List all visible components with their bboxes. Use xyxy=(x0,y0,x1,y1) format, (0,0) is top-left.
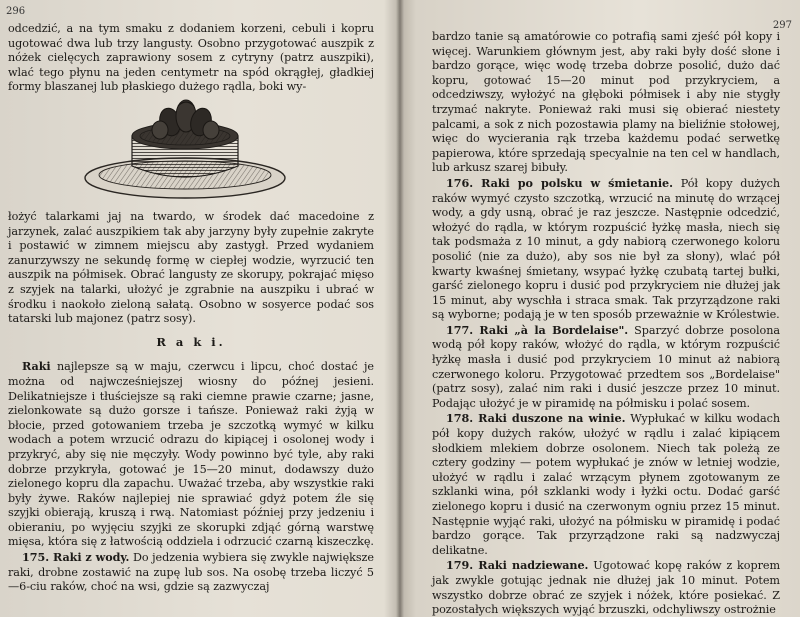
recipe-178 xyxy=(432,411,780,558)
left-text-top xyxy=(8,22,374,95)
raki-lead-word: Raki xyxy=(22,359,51,374)
left-paragraph-continued: łożyć talarkami jaj na twardo, w środek dać macedoine z jarzynek, zalać auszpikiem tak aby jarzyny były zupełnie zakryte i postawić w zimnem miejscu aby zastygł. Przed wydaniem zanurzywszy ne sekundę formę w ciepłej wodzie, wyrzucić ten auszpik na półmisek. Obrać langusty ze skorupy, pokrajać mięso z szyjek na talarki, ułożyć je zgrabnie na auszpiku i ubrać w środku i naokoło zieloną sałatą. Osobno w sosyerce podać sos tatarski lub majonez (patrz sosy). xyxy=(8,210,374,326)
recipe-175 xyxy=(8,550,374,595)
left-page xyxy=(0,0,398,617)
recipe-175-heading: 175. Raki z wody. xyxy=(22,550,130,565)
raki-intro-text: najlepsze są w maju, czerwcu i lipcu, choć dostać je można od najwcześniejszej wiosny do późnej jesieni. Delikatniejsze i tłuściejsze są raki ciemne prawie czarne; jasne, zielonkowate są dużo gorsze i tańsze. Ponieważ raki żyją w błocie, przed gotowaniem trzeba je szczotką wymyć w kilku wodach a potem wrzucić odrazu do kipiącej i osolonej wody i przykryć, aby się nie męczyły. Wody powinno być tyle, aby raki dobrze przykryła, gotować je 15—20 minut, dodawszy dużo zielonego kopru dla zapachu. Uważać trzeba, aby wszystkie raki były żywe. Raków najlepiej nie sprawiać gdyż potem źle się szyjki obierają, kruszą i rwą. Natomiast później przy jedzeniu i obieraniu, po wyjęciu szyjki ze skorupki zdjąć górną warstwę mięsa, która się z łatwością oddziela i odrzucić czarną kiszeczkę. xyxy=(8,360,374,549)
recipe-176-heading: 176. Raki po polsku w śmietanie. xyxy=(446,175,673,190)
page-number-right: 297 xyxy=(772,20,792,31)
recipe-179 xyxy=(432,558,780,617)
raki-intro-paragraph xyxy=(8,359,374,550)
recipe-179-heading: 179. Raki nadziewane. xyxy=(446,558,589,573)
left-paragraph-top: odcedzić, a na tym smaku z dodaniem korzeni, cebuli i kopru ugotować dwa lub trzy langusty. Osobno przygotować auszpik z nóżek cielęcych zaprawiony sosem z cytryny (patrz auszpiki), wlać tego płynu na jeden centymetr na spód okrągłej, gładkiej formy blaszanej lub płaskiego dużego rądla, boki wy- xyxy=(8,22,374,94)
right-page xyxy=(402,0,800,617)
recipe-175-text: Do jedzenia wybiera się zwykle największe raki, drobne zostawić na zupę lub sos. Na osobę trzeba liczyć 5—6-ciu raków, choć na wsi, gdzie są zazwyczaj xyxy=(8,551,374,594)
recipe-176 xyxy=(432,176,780,323)
page-number-left: 296 xyxy=(6,6,26,17)
recipe-177-heading: 177. Raki „à la Bordelaise". xyxy=(446,322,629,337)
recipe-178-heading: 178. Raki duszone na winie. xyxy=(446,411,626,426)
recipe-176-text: Pół kopy dużych raków wymyć czysto szczotką, wrzucić na minutę do wrzącej wody, a gdy usną, obrać je raz jeszcze. Następnie odcedzić, włożyć do rądla, w którym rozpuścić łyżkę masła, niech się tak podsmaża z 10 minut, a gdy nabiorą czerwonego koloru posolić (nie za dużo), aby sos nie był za słony), wlać pół kwarty kwaśnej śmietany, wsypać łyżkę czubatą tartej bułki, garść zielonego kopru i dusić pod przykryciem nie dłużej jak 15 minut, aby wyschła i straca smak. Tak przyrządzone raki są wyborne; podają je w ten sposób przeważnie w Królestwie. xyxy=(432,176,780,322)
section-title-raki: R a k i. xyxy=(156,334,226,349)
right-paragraph-top: bardzo tanie są amatórowie co potrafią sami zjeść pół kopy i więcej. Warunkiem głównym jest, aby raki były dość słone i bardzo gorące, więc wodę trzeba dobrze posolić, dużo dać kopru, gotować 15—20 minut pod przykryciem, a odcedziwszy, wyłożyć na głęboki półmisek i aby nie stygły trzymać nakryte. Ponieważ raki musi się obierać niestety palcami, a sok z nich pozostawia plamy na bieliźnie stołowej, więc do wycierania rąk trzeba każdemu podać serwetkę papierowa, które sprzedają specyalnie na ten cel w handlach, lub arkusz szarej bibuły. xyxy=(432,30,780,175)
left-text-body xyxy=(8,210,374,595)
recipe-177-text: Sparzyć dobrze posolona wodą pół kopy raków, włożyć do rądla, w którym rozpuścić łyżkę masła i dusić pod przykryciem 10 minut aż nabiorą czerwonego koloru. Przygotować przedtem sos „Bordelaise" (patrz sosy), zalać nim raki i dusić jeszcze przez 10 minut. Podając ułożyć je w piramidę na półmisku i polać sosem. xyxy=(432,323,780,410)
recipe-177 xyxy=(432,323,780,412)
recipe-179-text: Ugotować kopę raków z koprem jak zwykle gotując jednak nie dłużej jak 10 minut. Potem wszystko dobrze obrać ze szyjek i nóżek, które posiekać. Z pozostałych większych wyjąć brzuszki, odchyliwszy ostrożnie xyxy=(432,559,780,617)
aspic-mold-illustration xyxy=(80,92,290,204)
right-text-body xyxy=(432,30,780,617)
recipe-178-text: Wypłukać w kilku wodach pół kopy dużych raków, ułożyć w rądlu i zalać kipiącem słodkiem mlekiem dobrze osolonem. Niech tak poleżą ze cztery godziny — potem wypłukać je znów w letniej wodzie, ułożyć w rądlu i zalać wrzącym płynem zgotowanym ze szklanki wina, pół szklanki wody i łyżki octu. Dodać garść zielonego kopru i dusić na czerwonym ogniu przez 15 minut. Następnie wyjąć raki, ułożyć na półmisku w piramidę i podać bardzo gorące. Tak przyrządzone raki są nadzwyczaj delikatne. xyxy=(432,412,780,557)
